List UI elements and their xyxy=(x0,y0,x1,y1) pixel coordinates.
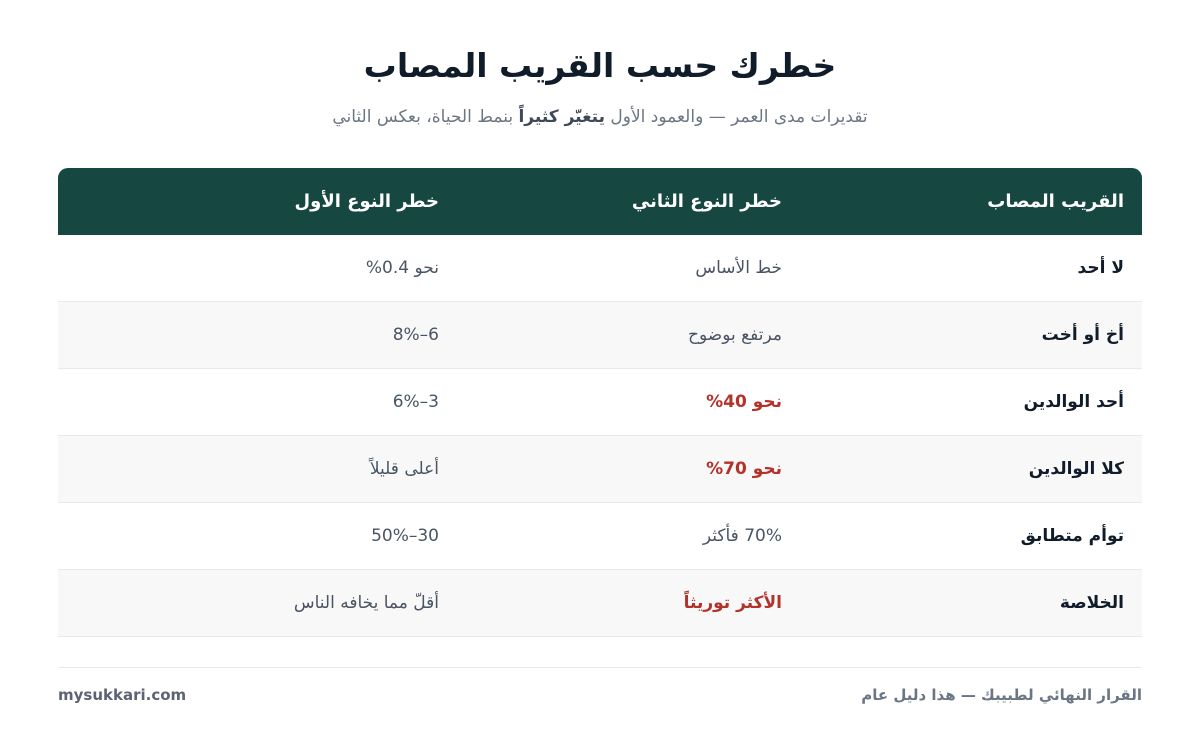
cell-type2-risk: نحو 70% xyxy=(706,459,782,479)
cell-type2-risk: 70% فأكثر xyxy=(702,526,782,546)
cell-type1-risk: 3–6% xyxy=(392,392,439,412)
subtitle-after: بنمط الحياة، بعكس الثاني xyxy=(332,107,519,127)
cell-type2-risk: مرتفع بوضوح xyxy=(688,325,782,345)
cell-relative: أحد الوالدين xyxy=(1023,392,1124,412)
table-body xyxy=(58,235,1142,637)
table-row xyxy=(58,369,1142,436)
cell-type1-risk: 6–8% xyxy=(392,325,439,345)
header-type2: خطر النوع الثاني xyxy=(631,191,782,212)
header-relative: القريب المصاب xyxy=(987,191,1124,212)
cell-type2-risk: الأكثر توريثاً xyxy=(683,593,782,613)
cell-type1-risk: أعلى قليلاً xyxy=(369,459,439,479)
cell-type1-risk: أقلّ مما يخافه الناس xyxy=(293,593,439,613)
table-row xyxy=(58,436,1142,503)
page-title: خطرك حسب القريب المصاب xyxy=(363,46,837,85)
header-type1: خطر النوع الأول xyxy=(294,191,439,212)
table-row xyxy=(58,302,1142,369)
subtitle-emphasis: يتغيّر كثيراً xyxy=(518,107,606,127)
footer xyxy=(58,667,1142,738)
cell-type1-risk: نحو 0.4% xyxy=(365,258,439,278)
table-row xyxy=(58,235,1142,302)
cell-relative: كلا الوالدين xyxy=(1028,459,1124,479)
cell-type2-risk: نحو 40% xyxy=(706,392,782,412)
cell-relative: الخلاصة xyxy=(1059,593,1124,613)
footer-site: mysukkari.com xyxy=(58,686,187,704)
risk-table xyxy=(58,168,1142,637)
page xyxy=(58,0,1142,738)
cell-type2-risk: خط الأساس xyxy=(695,258,782,278)
table-row xyxy=(58,570,1142,637)
cell-type1-risk: 30–50% xyxy=(371,526,439,546)
cell-relative: توأم متطابق xyxy=(1020,526,1124,546)
table-row xyxy=(58,503,1142,570)
cell-relative: لا أحد xyxy=(1077,258,1124,278)
subtitle-before: تقديرات مدى العمر — والعمود الأول xyxy=(605,107,868,127)
footer-note: القرار النهائي لطبيبك — هذا دليل عام xyxy=(861,686,1142,704)
table-header xyxy=(58,168,1142,235)
page-subtitle xyxy=(58,104,1142,130)
cell-relative: أخ أو أخت xyxy=(1041,325,1124,345)
